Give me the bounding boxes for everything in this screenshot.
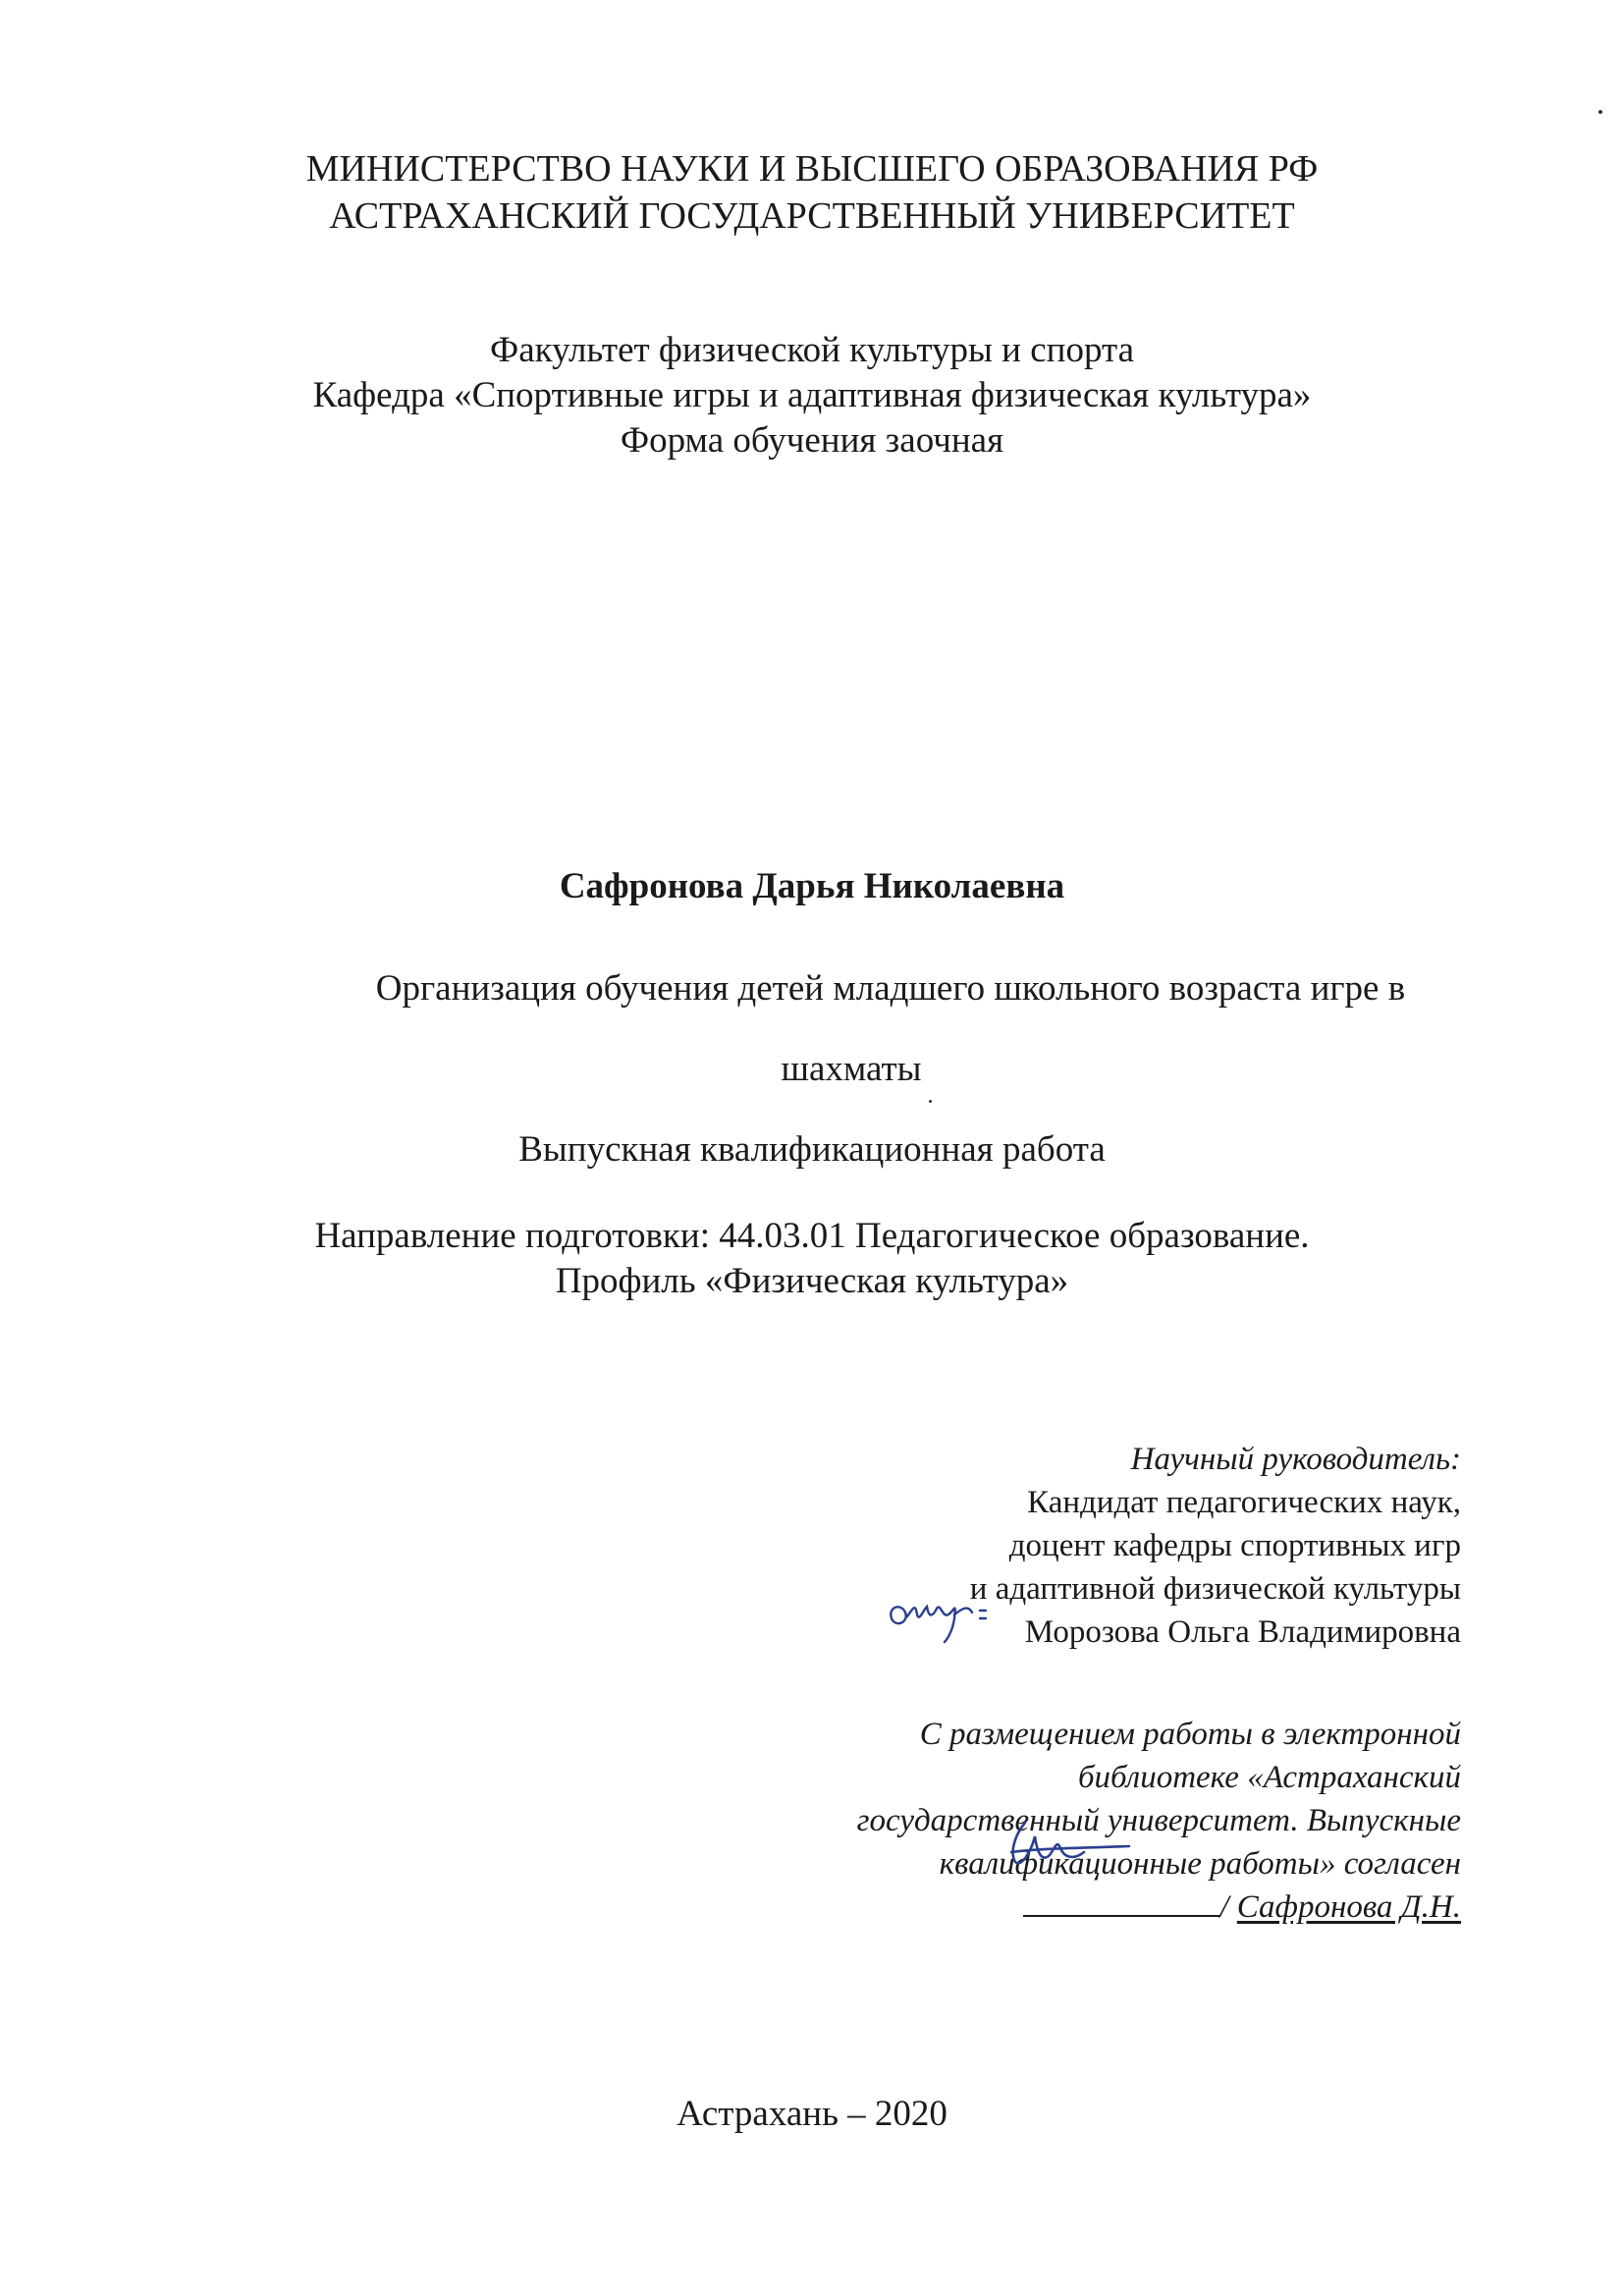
scan-speck: [1598, 110, 1602, 114]
consent-line-2: библиотеке «Астраханский: [1077, 1760, 1461, 1795]
faculty-name: Факультет физической культуры и спорта: [489, 330, 1134, 370]
ministry-name: МИНИСТЕРСТВО НАУКИ И ВЫСШЕГО ОБРАЗОВАНИЯ РФ: [305, 148, 1319, 190]
faculty-block: [0, 328, 1624, 464]
topic-line-2: шахматы: [781, 1049, 922, 1089]
department-name: Кафедра «Спортивные игры и адаптивная физическая культура»: [312, 375, 1312, 415]
direction-block: [0, 1214, 1624, 1304]
topic-line-1: Организация обучения детей младшего школьного возраста игре в: [375, 968, 1406, 1009]
supervisor-position-2: и адаптивной физической культуры: [969, 1571, 1461, 1607]
consent-signature-row: [857, 1886, 1461, 1929]
direction-line: Направление подготовки: 44.03.01 Педагогическое образование.: [314, 1216, 1310, 1256]
supervisor-block: [970, 1438, 1461, 1654]
consent-line-3: государственный университет. Выпускные: [856, 1803, 1461, 1838]
consent-block: [857, 1713, 1461, 1929]
consent-line-1: С размещением работы в электронной: [919, 1717, 1461, 1752]
university-name: АСТРАХАНСКИЙ ГОСУДАРСТВЕННЫЙ УНИВЕРСИТЕТ: [329, 195, 1295, 237]
author-name: Сафронова Дарья Николаевна: [559, 866, 1065, 906]
ministry-header: [0, 145, 1624, 240]
supervisor-degree: Кандидат педагогических наук,: [1027, 1485, 1461, 1520]
consent-signer-name: Сафронова Д.Н.: [1236, 1889, 1461, 1925]
supervisor-heading: Научный руководитель:: [1130, 1442, 1461, 1477]
thesis-topic: [79, 949, 1624, 1110]
signature-line: [1023, 1886, 1219, 1917]
scan-speck: [929, 1100, 932, 1103]
study-form: Форма обучения заочная: [620, 420, 1004, 461]
city-year: Астрахань – 2020: [677, 2094, 947, 2134]
profile-line: Профиль «Физическая культура»: [555, 1261, 1069, 1301]
work-type: Выпускная квалификационная работа: [518, 1129, 1106, 1170]
signature-separator: /: [1219, 1889, 1229, 1925]
supervisor-position-1: доцент кафедры спортивных игр: [1008, 1528, 1461, 1563]
supervisor-name: Морозова Ольга Владимировна: [1024, 1614, 1461, 1650]
consent-line-4: квалификационные работы» согласен: [939, 1846, 1461, 1882]
